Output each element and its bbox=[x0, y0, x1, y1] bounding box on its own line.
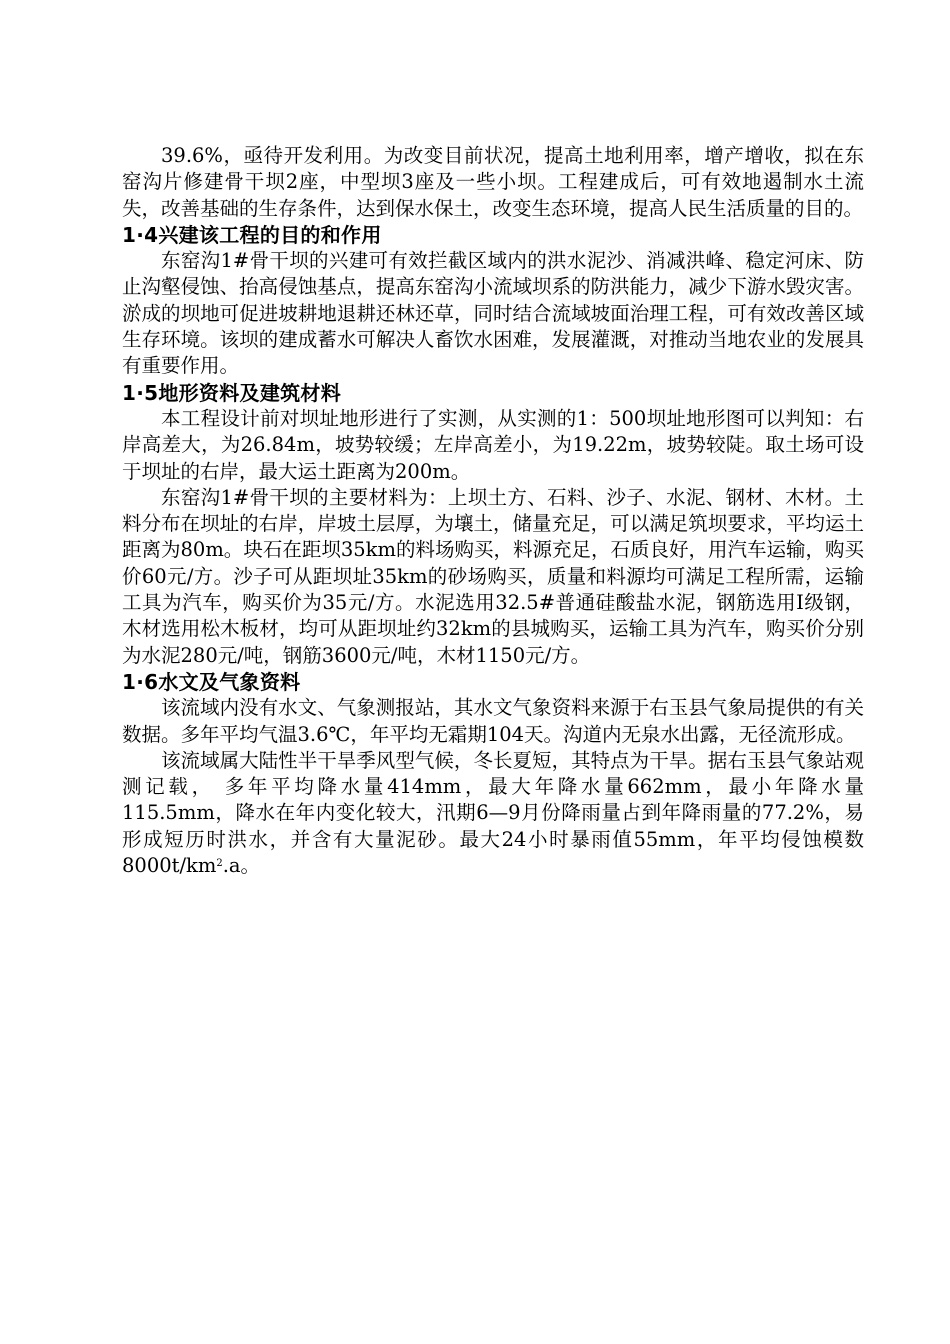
section-heading-purpose: 1·4兴建该工程的目的和作用 bbox=[122, 222, 382, 247]
document-page bbox=[122, 143, 864, 879]
intro-paragraph: 39.6%，亟待开发利用。为改变目前状况，提高土地利用率，增产增收，拟在东窑沟片修建骨干坝2座，中型坝3座及一些小坝。工程建成后，可有效地遏制水土流失，改善基础的生存条件，达到保水保土，改变生态环境，提高人民生活质量的目的。 bbox=[122, 144, 864, 220]
superscript-exponent: 2 bbox=[216, 858, 223, 870]
terrain-paragraph: 本工程设计前对坝址地形进行了实测，从实测的1：500坝址地形图可以判知：右岸高差大，为26.84m，坡势较缓；左岸高差小，为19.22m，坡势较陡。取土场可设于坝址的右岸，最大运土距离为200m。 bbox=[122, 406, 864, 483]
climate-paragraph-text: 该流域属大陆性半干旱季风型气候，冬长夏短，其特点为干旱。据右玉县气象站观测记载， 多年平均降水量414mm，最大年降水量662mm，最小年降水量115.5mm，降水在年内变化较大，汛期6—9月份降雨量占到年降雨量的77.2%，易形成短历时洪水，并含有大量泥砂。最大24小时暴雨值55mm，年平均侵蚀模数8000t/km bbox=[122, 748, 864, 878]
materials-paragraph: 东窑沟1#骨干坝的主要材料为：上坝土方、石料、沙子、水泥、钢材、木材。土料分布在坝址的右岸，岸坡土层厚，为壤土，储量充足，可以满足筑坝要求，平均运土距离为80m。块石在距坝35km的料场购买，料源充足，石质良好，用汽车运输，购买价60元/方。沙子可从距坝址35km的砂场购买，质量和料源均可满足工程所需，运输工具为汽车，购买价为35元/方。水泥选用32.5#普通硅酸盐水泥，钢筋选用Ⅰ级钢，木材选用松木板材，均可从距坝址约32km的县城购买，运输工具为汽车，购买价分别为水泥280元/吨，钢筋3600元/吨，木材1150元/方。 bbox=[122, 485, 864, 667]
climate-paragraph bbox=[122, 748, 864, 879]
purpose-paragraph: 东窑沟1#骨干坝的兴建可有效拦截区域内的洪水泥沙、消减洪峰、稳定河床、防止沟壑侵蚀、抬高侵蚀基点，提高东窑沟小流域坝系的防洪能力，减少下游水毁灾害。淤成的坝地可促进坡耕地退耕还林还草，同时结合流域坡面治理工程，可有效改善区域生存环境。该坝的建成蓄水可解决人畜饮水困难，发展灌溉，对推动当地农业的发展具有重要作用。 bbox=[122, 249, 864, 378]
hydrology-paragraph: 该流域内没有水文、气象测报站，其水文气象资料来源于右玉县气象局提供的有关数据。多年平均气温3.6℃，年平均无霜期104天。沟道内无泉水出露，无径流形成。 bbox=[122, 696, 864, 746]
climate-paragraph-tail: .a。 bbox=[222, 854, 261, 878]
section-heading-hydrology-climate: 1·6水文及气象资料 bbox=[122, 669, 301, 694]
section-heading-terrain-materials: 1·5地形资料及建筑材料 bbox=[122, 380, 342, 405]
